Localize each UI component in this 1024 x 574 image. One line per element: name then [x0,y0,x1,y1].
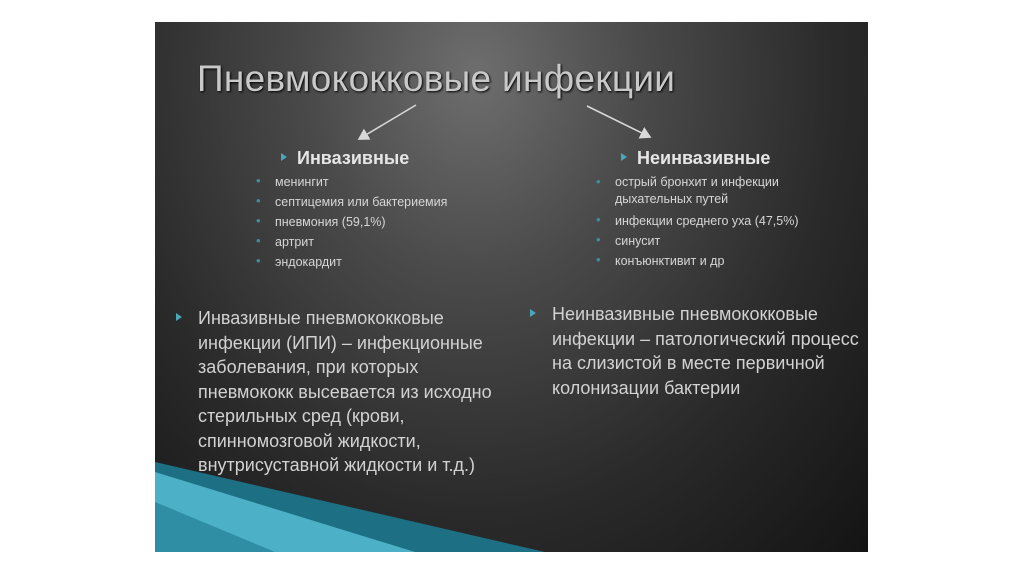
list-item: • менингит [256,173,329,189]
dot-bullet-icon: • [256,173,261,188]
corner-accent [155,462,555,552]
list-item: • септицемия или бактериемия [256,193,448,209]
dot-bullet-icon: • [596,252,601,267]
triangle-bullet-icon [621,153,627,161]
noninvasive-definition-text: Неинвазивные пневмококковые инфекции – патологический процесс на слизистой в месте первичной колонизации бактерии [552,304,859,398]
heading-noninvasive-label: Неинвазивные [637,148,771,168]
dot-bullet-icon: • [256,233,261,248]
heading-noninvasive [621,148,770,169]
dot-bullet-icon: • [596,212,601,227]
dot-bullet-icon: • [256,253,261,268]
triangle-bullet-icon [281,153,287,161]
list-item: • синусит [596,232,661,248]
list-item: • инфекции среднего уха (47,5%) [596,212,799,228]
list-item: • конъюнктивит и др [596,252,725,268]
triangle-bullet-icon [530,309,536,317]
list-item: • острый бронхит и инфекции дыхательных путей [596,174,779,206]
dot-bullet-icon: • [596,174,601,189]
invasive-definition [198,306,518,478]
arrow-left [359,105,416,139]
dot-bullet-icon: • [596,232,601,247]
list-item: • эндокардит [256,253,342,269]
noninvasive-list [593,172,828,271]
slide-title: Пневмококковые инфекции [197,58,676,99]
list-item: • пневмония (59,1%) [256,213,386,229]
arrow-right [587,106,650,137]
noninvasive-definition [552,302,862,400]
invasive-definition-text: Инвазивные пневмококковые инфекции (ИПИ) – инфекционные заболевания, при которых пневмококк высевается из исходно стерильных сред (крови, спинномозговой жидкости, внутрисуставной жидкости и т.д.) [198,308,492,475]
heading-invasive-label: Инвазивные [297,148,410,168]
invasive-list [253,172,493,272]
heading-invasive [281,148,409,169]
slide [155,22,868,552]
dot-bullet-icon: • [256,213,261,228]
list-item: • артрит [256,233,315,249]
dot-bullet-icon: • [256,193,261,208]
triangle-bullet-icon [176,313,182,321]
